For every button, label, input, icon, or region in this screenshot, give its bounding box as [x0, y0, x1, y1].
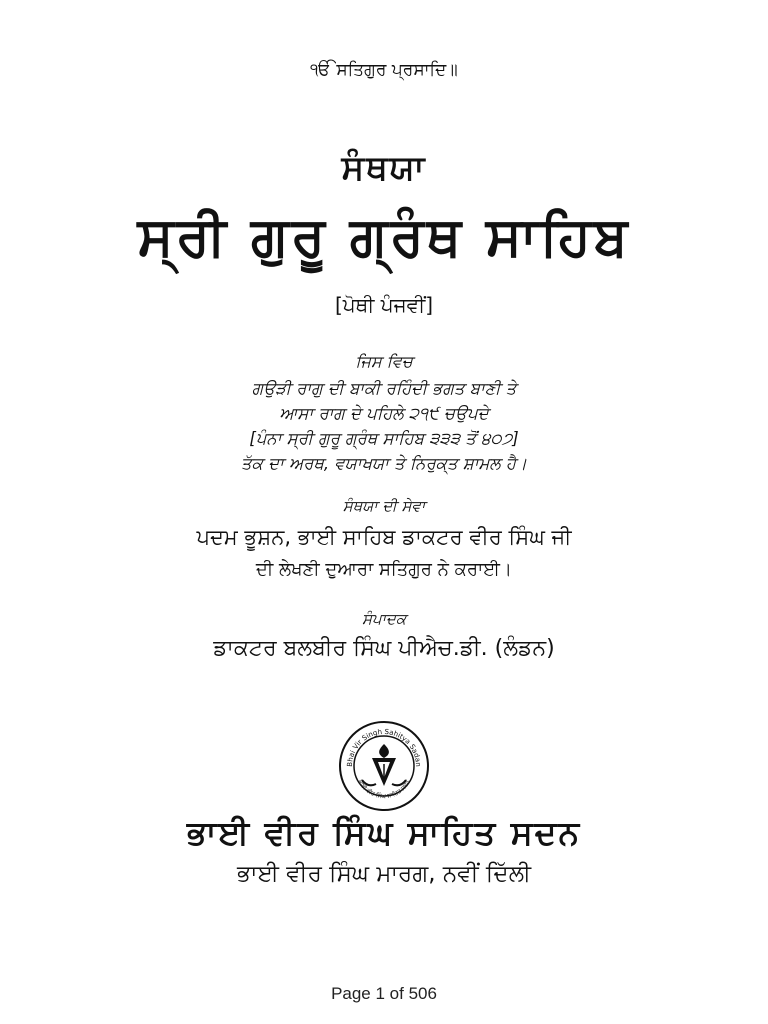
author-name: ਪਦਮ ਭੂਸ਼ਨ, ਭਾਈ ਸਾਹਿਬ ਡਾਕਟਰ ਵੀਰ ਸਿੰਘ ਜੀ [196, 525, 572, 549]
author-note: ਦੀ ਲੇਖਣੀ ਦੁਆਰਾ ਸਤਿਗੁਰ ਨੇ ਕਰਾਈ। [255, 559, 513, 580]
editor-heading: ਸੰਪਾਦਕ [361, 610, 407, 628]
invocation-text: ੴ ਸਤਿਗੁਰ ਪ੍ਰਸਾਦਿ॥ [310, 60, 458, 80]
seal-outer-text: Bhai Vir Singh Sahitya Sadan [345, 727, 423, 767]
book-title: ਸ੍ਰੀ ਗੁਰੂ ਗ੍ਰੰਥ ਸਾਹਿਬ [137, 205, 631, 268]
contents-line: [ਪੰਨਾ ਸ੍ਰੀ ਗੁਰੂ ਗ੍ਰੰਥ ਸਾਹਿਬ ੩੩੩ ਤੋਂ ੪੦੭] [249, 429, 519, 448]
contents-line: ਗਉੜੀ ਰਾਗੁ ਦੀ ਬਾਕੀ ਰਹਿੰਦੀ ਭਗਤ ਬਾਣੀ ਤੇ [251, 379, 517, 398]
contents-line: ਤੱਕ ਦਾ ਅਰਥ, ਵਯਾਖਯਾ ਤੇ ਨਿਰੁਕ੍ਤ ਸ਼ਾਮਲ ਹੈ। [241, 454, 527, 473]
book-subtitle-label: ਸੰਥਯਾ [341, 148, 427, 188]
page-indicator: Page 1 of 506 [331, 984, 437, 1003]
editor-name: ਡਾਕਟਰ ਬਲਬੀਰ ਸਿੰਘ ਪੀਐਚ.ਡੀ. (ਲੰਡਨ) [213, 636, 555, 661]
publisher-seal-icon [338, 720, 430, 812]
contents-block [0, 376, 768, 476]
publisher-name: ਭਾਈ ਵੀਰ ਸਿੰਘ ਸਾਹਿਤ ਸਦਨ [186, 813, 582, 852]
contents-heading: ਜਿਸ ਵਿਚ [355, 352, 413, 371]
contents-line: ਆਸਾ ਰਾਗ ਦੇ ਪਹਿਲੇ ੨੧੯ ਚਉਪਦੇ [279, 404, 489, 423]
volume-label: [ਪੋਥੀ ਪੰਜਵੀਂ] [334, 293, 434, 317]
publisher-address: ਭਾਈ ਵੀਰ ਸਿੰਘ ਮਾਰਗ, ਨਵੀਂ ਦਿੱਲੀ [236, 861, 532, 887]
seal-inner-text: ਭਾਈ ਵੀਰ ਸਿੰਘ ਸਾਹਿਤ ਸਦਨ [356, 778, 412, 801]
seva-heading: ਸੰਥਯਾ ਦੀ ਸੇਵਾ [342, 497, 426, 515]
